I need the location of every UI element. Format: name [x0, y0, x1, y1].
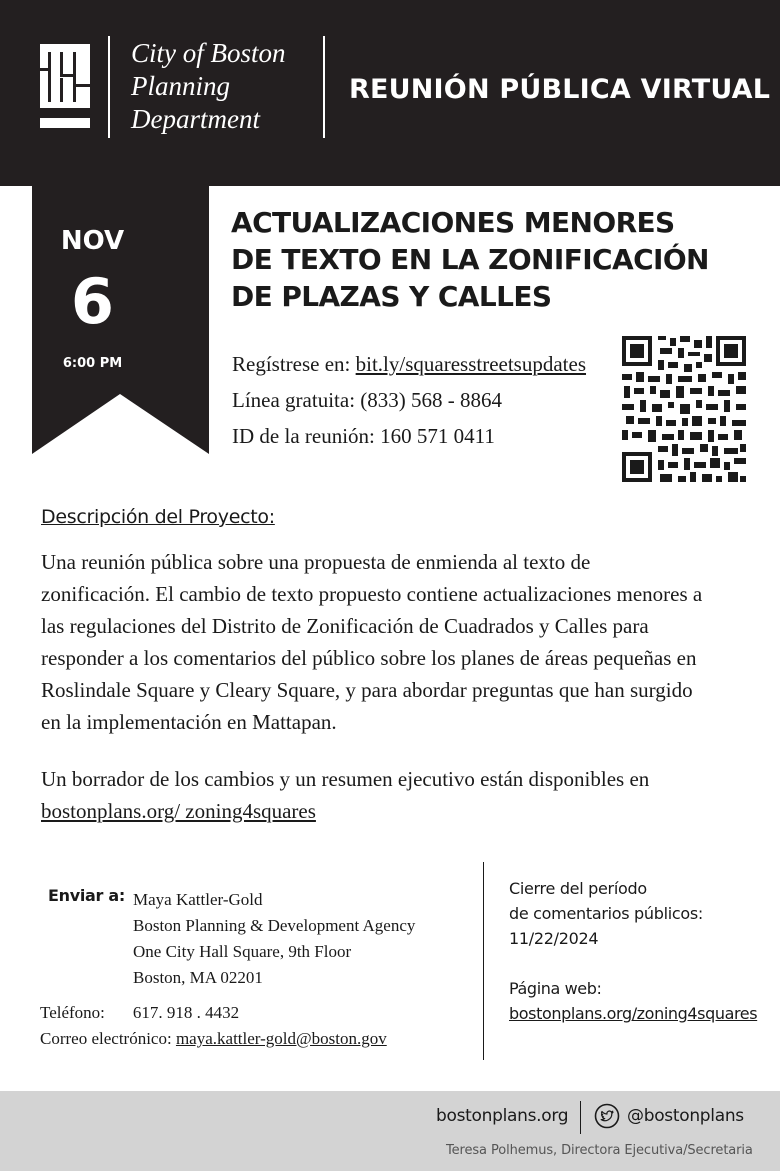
address-line: Boston Planning & Development Agency	[133, 916, 416, 935]
contact-phone-value: 617. 918 . 4432	[132, 1003, 240, 1022]
address-line: Boston, MA 02201	[133, 968, 263, 987]
contact-email-link[interactable]: maya.kattler-gold@boston.gov	[175, 1029, 387, 1048]
address-line: One City Hall Square, 9th Floor	[133, 942, 352, 961]
contact-phone-label: Teléfono:	[40, 1003, 105, 1022]
web-page-label: Página web:	[509, 979, 602, 998]
org-name-line-1: City of Boston	[131, 38, 286, 68]
description-body	[41, 546, 757, 738]
description-line: Roslindale Square y Cleary Square, y para abordar preguntas que han surgido	[41, 678, 693, 702]
event-title	[231, 204, 761, 315]
description-line: zonificación. El cambio de texto propuesto contiene actualizaciones menores a	[41, 582, 703, 606]
footer-site-link[interactable]: bostonplans.org	[436, 1106, 569, 1126]
org-name-line-3: Department	[131, 104, 260, 134]
city-hall-logo-icon	[40, 44, 90, 130]
description-line: las regulaciones del Distrito de Zonificación de Cuadrados y Calles para	[41, 614, 649, 638]
description-line: responder a los comentarios del público sobre los planes de áreas pequeñas en	[41, 646, 697, 670]
contact-email-label: Correo electrónico:	[40, 1029, 176, 1048]
description-line: Una reunión pública sobre una propuesta de enmienda al texto de	[41, 550, 591, 574]
date-day: 6	[70, 265, 115, 338]
web-page-link[interactable]: bostonplans.org/zoning4squares	[509, 1004, 758, 1023]
draft-availability-link[interactable]: bostonplans.org/ zoning4squares	[41, 799, 316, 823]
register-row	[232, 346, 586, 382]
event-title-line-1: ACTUALIZACIONES MENORES	[231, 206, 675, 239]
logo-divider	[108, 36, 110, 138]
address-line: Maya Kattler-Gold	[133, 890, 263, 909]
event-title-line-3: DE PLAZAS Y CALLES	[231, 280, 552, 313]
register-label: Regístrese en:	[232, 352, 356, 376]
comment-period-line-1: Cierre del período	[509, 879, 647, 898]
footer-bar	[0, 1091, 780, 1171]
contact-divider	[483, 862, 484, 1060]
send-to-label: Enviar a:	[48, 886, 125, 905]
mailing-address	[133, 887, 415, 991]
web-page	[509, 976, 757, 1026]
meeting-id-label: ID de la reunión:	[232, 424, 381, 448]
meeting-id-value: 160 571 0411	[380, 424, 495, 448]
description-heading: Descripción del Proyecto:	[41, 506, 275, 528]
header-title: REUNIÓN PÚBLICA VIRTUAL	[349, 74, 771, 105]
header-divider	[323, 36, 325, 138]
date-month: NOV	[60, 226, 125, 256]
comment-period	[509, 876, 703, 951]
meeting-id-row	[232, 418, 586, 454]
date-time: 6:00 PM	[62, 356, 123, 371]
draft-availability	[41, 763, 649, 827]
footer-twitter-handle[interactable]: @bostonplans	[627, 1106, 744, 1126]
event-title-line-2: DE TEXTO EN LA ZONIFICACIÓN	[231, 243, 709, 276]
draft-availability-text: Un borrador de los cambios y un resumen ejecutivo están disponibles en	[41, 767, 650, 791]
event-info	[232, 346, 586, 454]
qr-code-icon[interactable]	[620, 334, 748, 484]
footer-divider	[580, 1101, 581, 1134]
org-name	[131, 37, 286, 136]
twitter-icon	[594, 1103, 620, 1129]
phone-row	[232, 382, 586, 418]
description-line: en la implementación en Mattapan.	[41, 710, 337, 734]
contact-phone	[40, 1003, 239, 1023]
contact-email	[40, 1029, 387, 1049]
comment-period-line-2: de comentarios públicos:	[509, 904, 704, 923]
toll-free-number: (833) 568 - 8864	[360, 388, 503, 412]
toll-free-label: Línea gratuita:	[232, 388, 361, 412]
footer-credit: Teresa Polhemus, Directora Ejecutiva/Secretaria	[446, 1143, 753, 1158]
org-name-line-2: Planning	[131, 71, 230, 101]
register-link[interactable]: bit.ly/squaresstreetsupdates	[355, 352, 587, 376]
comment-period-date: 11/22/2024	[509, 929, 599, 948]
